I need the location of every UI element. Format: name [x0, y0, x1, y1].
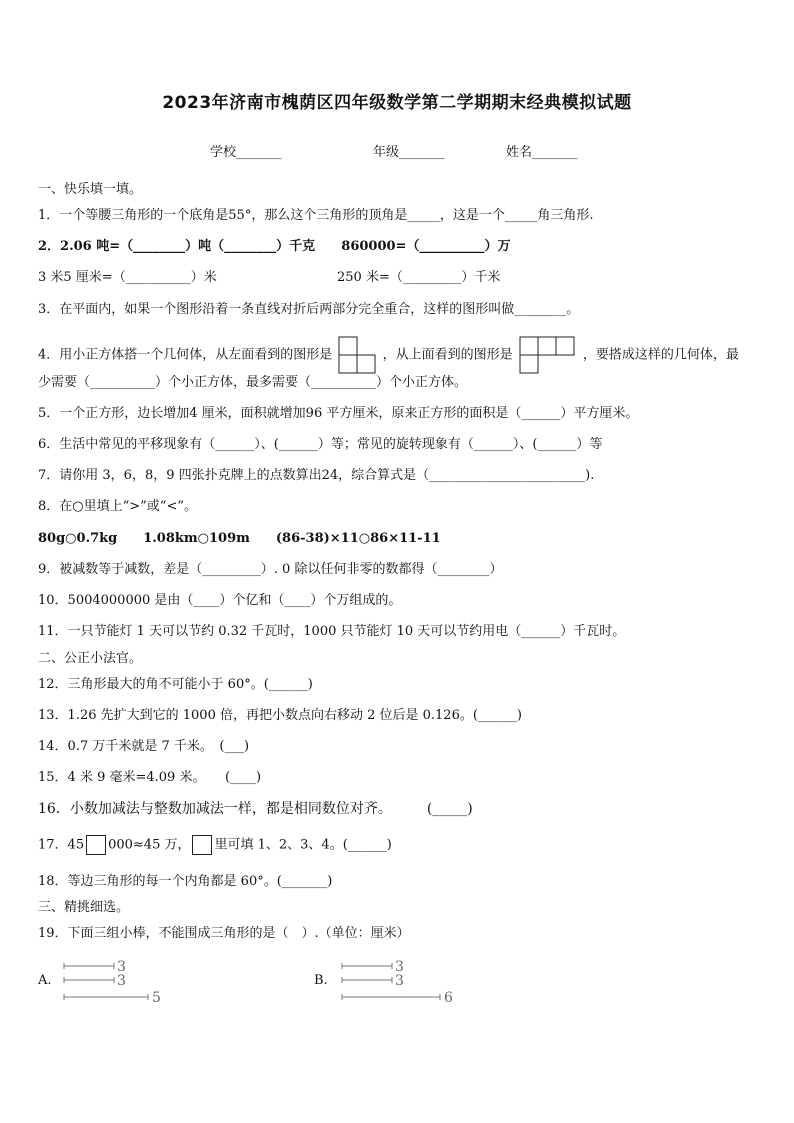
question-8: 8．在○里填上“>”或“<”。 — [38, 499, 197, 514]
question-17c: 里可填 1、2、3、4。(______) — [214, 837, 392, 853]
top-view-figure — [519, 336, 577, 374]
question-11: 11．一只节能灯 1 天可以节约 0.32 千瓦时，1000 只节能灯 10 天可以节约用电（______）千瓦时。 — [38, 624, 626, 639]
section-3-heading: 三、精挑细选。 — [38, 900, 130, 915]
question-4c: ，要搭成这样的几何体，最 — [582, 347, 739, 363]
blank-box[interactable] — [86, 835, 106, 855]
question-4b: ，从上面看到的图形是 — [382, 347, 513, 363]
option-b-sticks — [340, 958, 470, 1006]
question-2c: 3 米5 厘米=（__________）米 — [38, 270, 217, 285]
question-9: 9．被减数等于减数，差是（_________）. 0 除以任何非零的数都得（________） — [38, 562, 503, 577]
page-title: 2023年济南市槐荫区四年级数学第二学期期末经典模拟试题 — [162, 93, 632, 113]
question-4-line-1 — [38, 336, 739, 374]
grade-field[interactable]: 年级_______ — [373, 145, 445, 160]
question-6: 6．生活中常见的平移现象有（______）、(______）等；常见的旋转现象有（______）、(______）等 — [38, 437, 603, 452]
option-b-stick-3-length: 6 — [444, 990, 453, 1006]
question-17b: 000≈45 万， — [108, 837, 191, 853]
question-2b: 860000=（__________）万 — [341, 239, 511, 254]
blank-box — [192, 835, 212, 855]
name-field[interactable]: 姓名_______ — [506, 145, 578, 160]
school-field[interactable]: 学校_______ — [210, 145, 282, 160]
question-10: 10．5004000000 是由（____）个亿和（____）个万组成的。 — [38, 593, 402, 608]
option-b-stick-1-length: 3 — [395, 959, 404, 975]
option-a-sticks — [62, 958, 172, 1006]
option-a-label[interactable]: A. — [38, 973, 52, 988]
question-17 — [38, 835, 392, 855]
section-1-heading: 一、快乐填一填。 — [38, 182, 143, 197]
option-a-stick-3-length: 5 — [152, 990, 161, 1006]
question-1: 1．一个等腰三角形的一个底角是55°，那么这个三角形的顶角是_____，这是一个_____角三角形. — [38, 208, 594, 223]
option-a-stick-2-length: 3 — [117, 973, 126, 989]
option-a-stick-1-length: 3 — [117, 959, 126, 975]
question-19: 19．下面三组小棒，不能围成三角形的是（ ）.（单位：厘米） — [38, 926, 410, 941]
question-16: 16．小数加减法与整数加减法一样，都是相同数位对齐。 (_____) — [38, 801, 473, 817]
question-3: 3．在平面内，如果一个图形沿着一条直线对折后两部分完全重合，这样的图形叫做________。 — [38, 302, 580, 317]
question-14: 14．0.7 万千米就是 7 千米。 (___) — [38, 739, 250, 754]
question-17a: 17．45 — [38, 837, 85, 853]
question-12: 12．三角形最大的角不可能小于 60°。(______) — [38, 677, 313, 692]
question-5: 5．一个正方形，边长增加4 厘米，面积就增加96 平方厘米，原来正方形的面积是（______）平方厘米。 — [38, 406, 639, 421]
question-13: 13．1.26 先扩大到它的 1000 倍，再把小数点向右移动 2 位后是 0.126。(______) — [38, 708, 522, 723]
question-2a: 2．2.06 吨=（________）吨（________）千克 — [38, 239, 316, 254]
question-15: 15．4 米 9 毫米=4.09 米。 (____) — [38, 770, 262, 785]
question-2d: 250 米=（_________）千米 — [337, 270, 501, 285]
section-2-heading: 二、公正小法官。 — [38, 651, 143, 666]
left-view-figure — [338, 336, 376, 374]
option-b-stick-2-length: 3 — [395, 973, 404, 989]
option-b-label[interactable]: B. — [314, 973, 328, 988]
question-8-items: 80g○0.7kg 1.08km○109m (86-38)×11○86×11-11 — [38, 531, 441, 546]
question-2-part-2 — [38, 269, 217, 287]
question-7: 7．请你用 3，6，8，9 四张扑克牌上的点数算出24，综合算式是（________________________). — [38, 468, 595, 483]
question-4d: 少需要（__________）个小正方体，最多需要（__________）个小正方体。 — [38, 375, 468, 390]
question-4a: 4．用小正方体搭一个几何体，从左面看到的图形是 — [38, 347, 333, 363]
question-18: 18．等边三角形的每一个内角都是 60°。(_______) — [38, 874, 333, 889]
question-2-part-1 — [38, 238, 510, 256]
